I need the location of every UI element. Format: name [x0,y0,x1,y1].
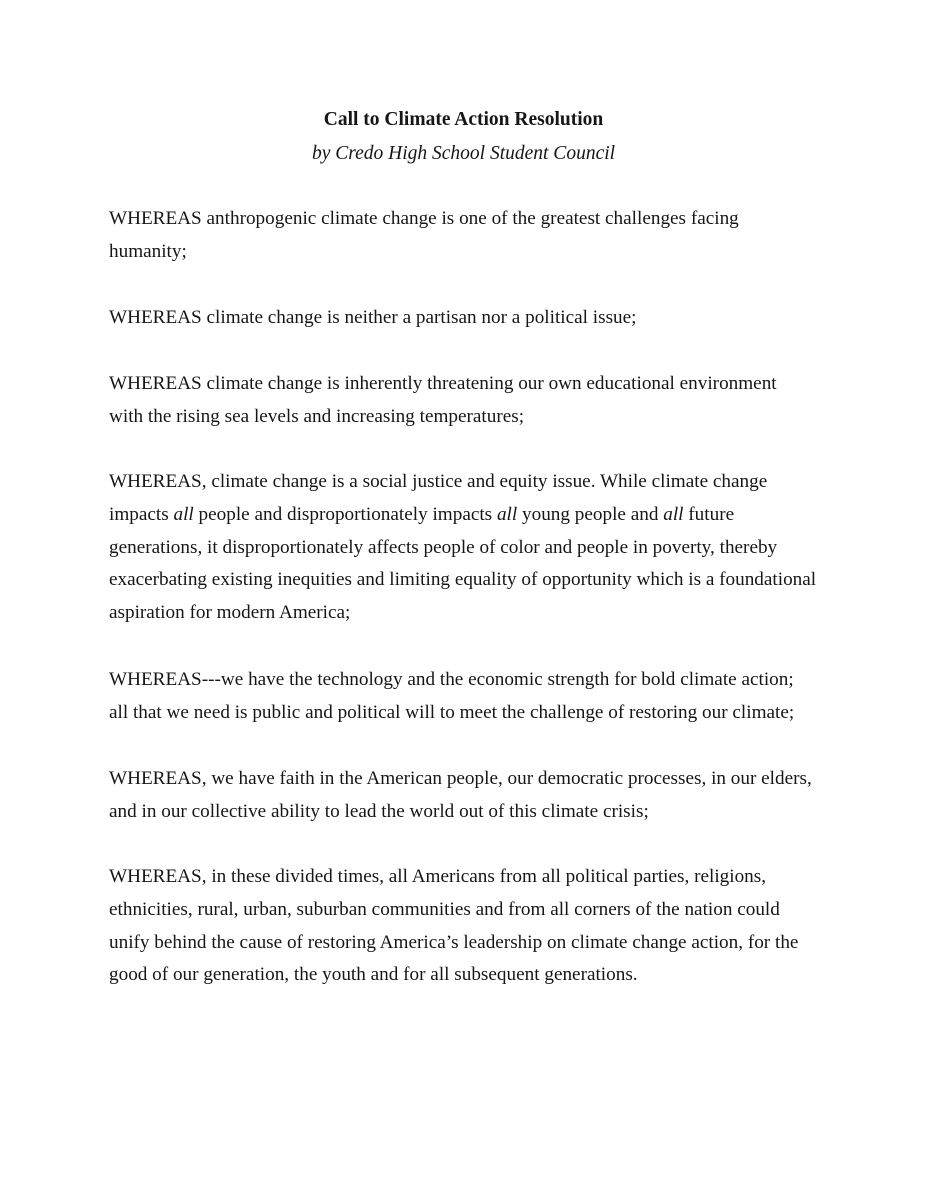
document-subtitle: by Credo High School Student Council [311,143,616,164]
whereas-paragraph-2 [109,302,839,335]
paragraph-line: unify behind the cause of restoring America’s leadership on climate change action, for the [109,931,799,953]
whereas-paragraph-1 [109,203,839,269]
paragraph-line: ethnicities, rural, urban, suburban communities and from all corners of the nation could [109,898,780,920]
text-fragment: impacts [109,503,174,525]
paragraph-line-emphasis [109,499,839,532]
paragraph-line: exacerbating existing inequities and limiting equality of opportunity which is a foundational [109,569,817,591]
paragraph-line: with the rising sea levels and increasing temperatures; [109,405,525,427]
paragraph-line: WHEREAS, in these divided times, all Americans from all political parties, religions, [109,866,767,887]
whereas-paragraph-3 [109,368,839,434]
text-fragment: people and disproportionately impacts [193,503,497,525]
paragraph-line: WHEREAS climate change is inherently threatening our own educational environment [109,373,777,394]
text-fragment: future [683,503,735,525]
whereas-paragraph-5 [109,664,839,730]
whereas-paragraph-4 [109,466,839,630]
paragraph-line: and in our collective ability to lead the world out of this climate crisis; [109,800,649,822]
paragraph-line: WHEREAS, we have faith in the American people, our democratic processes, in our elders, [109,768,812,789]
emphasis-all: all [173,503,194,525]
paragraph-line: generations, it disproportionately affects people of color and people in poverty, thereby [109,536,778,558]
paragraph-line: good of our generation, the youth and for all subsequent generations. [109,964,638,986]
paragraph-line: all that we need is public and political will to meet the challenge of restoring our climate; [109,701,795,723]
paragraph-line: humanity; [109,240,187,262]
paragraph-line: WHEREAS anthropogenic climate change is one of the greatest challenges facing [109,208,739,229]
whereas-paragraph-7 [109,861,839,992]
paragraph-line: WHEREAS, climate change is a social justice and equity issue. While climate change [109,471,768,492]
paragraph-line: WHEREAS climate change is neither a partisan nor a political issue; [109,307,637,328]
text-fragment: young people and [517,503,664,525]
paragraph-line: aspiration for modern America; [109,602,351,624]
emphasis-all: all [663,503,684,525]
emphasis-all: all [496,503,518,525]
whereas-paragraph-6 [109,763,839,829]
document-title: Call to Climate Action Resolution [323,109,604,130]
paragraph-line: WHEREAS---we have the technology and the economic strength for bold climate action; [109,669,794,690]
